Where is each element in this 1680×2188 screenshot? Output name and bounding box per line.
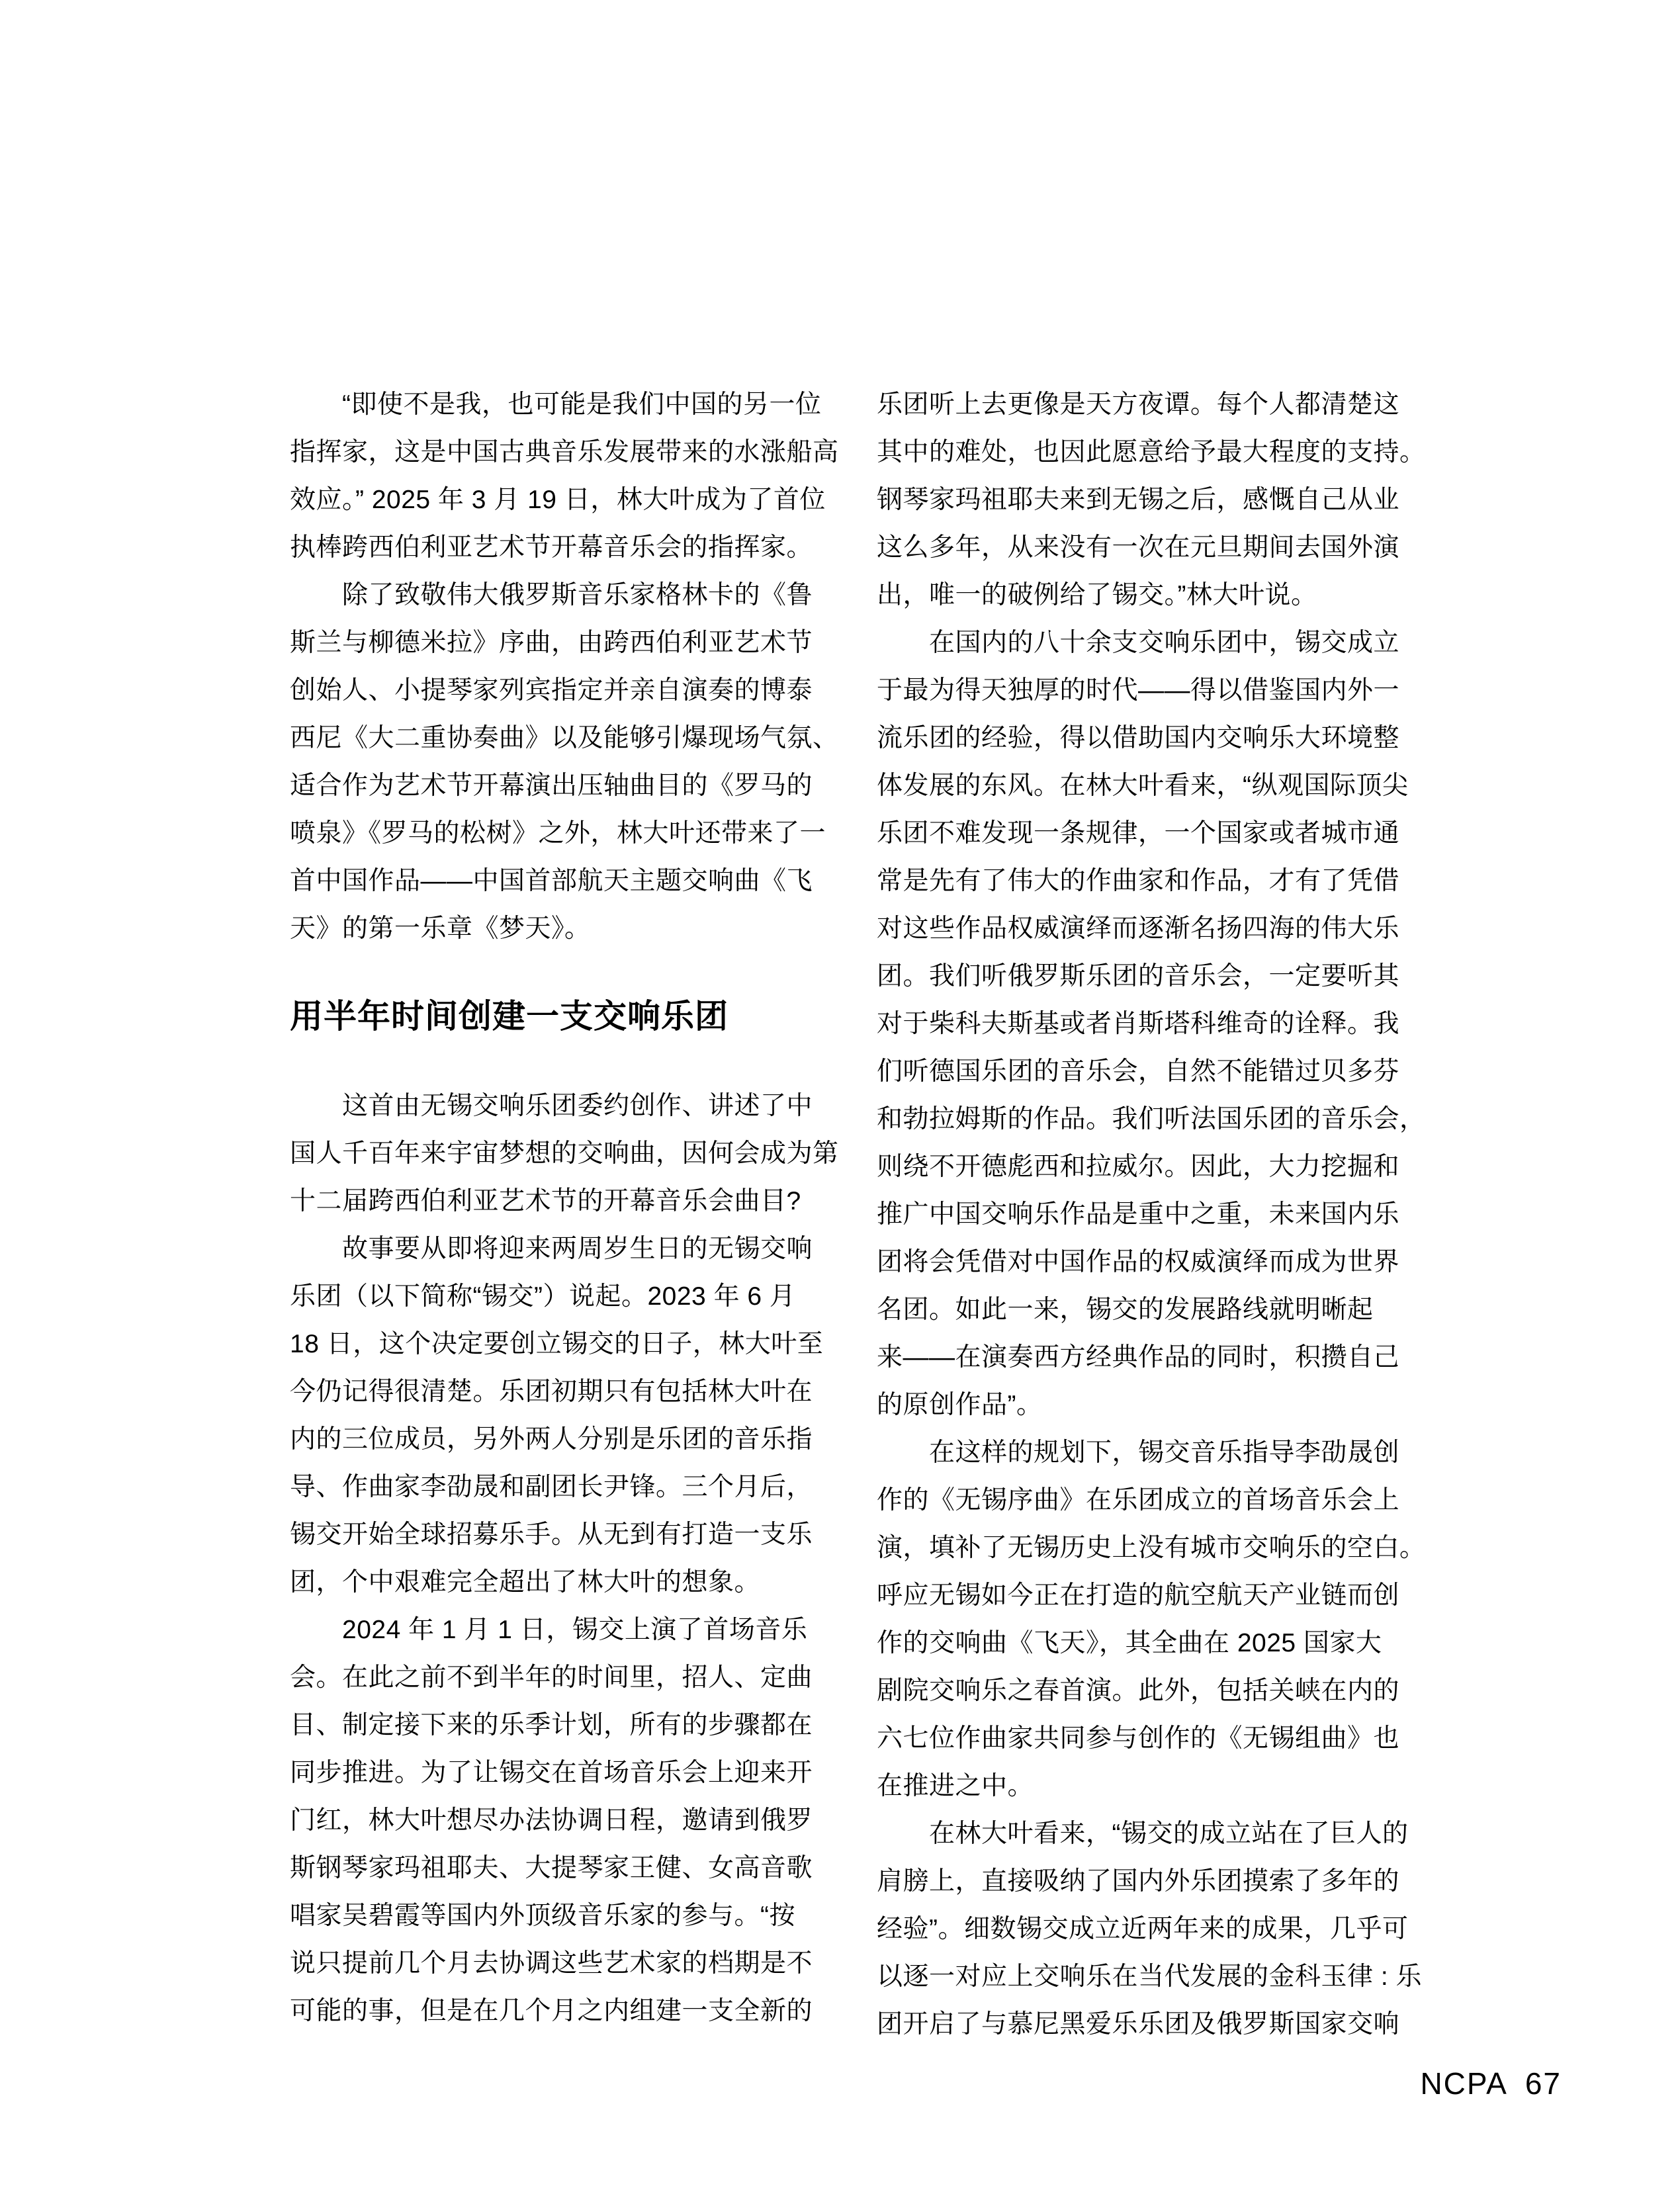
text-line: 斯钢琴家玛祖耶夫、大提琴家王健、女高音歌 bbox=[290, 1854, 813, 1882]
magazine-brand: NCPA bbox=[1420, 2066, 1508, 2101]
paragraph bbox=[877, 1429, 1426, 1810]
paragraph bbox=[290, 1082, 839, 1225]
text-line: 对于柴科夫斯基或者肖斯塔科维奇的诠释。我 bbox=[877, 1010, 1400, 1038]
text-line: 首中国作品——中国首部航天主题交响曲《飞 bbox=[290, 867, 813, 895]
paragraph bbox=[290, 1606, 835, 2035]
text-line: 在推进之中。 bbox=[877, 1772, 1034, 1800]
text-line: 名团。如此一来，锡交的发展路线就明晰起 bbox=[877, 1295, 1374, 1324]
text-line: 于最为得天独厚的时代——得以借鉴国内外一 bbox=[877, 676, 1400, 705]
text-line: 除了致敬伟大俄罗斯音乐家格林卡的《鲁 bbox=[290, 581, 813, 609]
text-line: 常是先有了伟大的作曲家和作品，才有了凭借 bbox=[877, 867, 1400, 895]
text-line: 适合作为艺术节开幕演出压轴曲目的《罗马的 bbox=[290, 771, 813, 800]
text-line: 国人千百年来宇宙梦想的交响曲，因何会成为第 bbox=[290, 1139, 839, 1168]
text-line: 和勃拉姆斯的作品。我们听法国乐团的音乐会， bbox=[877, 1105, 1426, 1133]
text-line: 这首由无锡交响乐团委约创作、讲述了中 bbox=[290, 1092, 813, 1120]
text-line: 体发展的东风。在林大叶看来，“纵观国际顶尖 bbox=[877, 771, 1409, 800]
text-line: 十二届跨西伯利亚艺术节的开幕音乐会曲目? bbox=[290, 1187, 801, 1215]
text-line: 天》的第一乐章《梦天》。 bbox=[290, 914, 591, 943]
text-line: 呼应无锡如今正在打造的航空航天产业链而创 bbox=[877, 1581, 1400, 1610]
text-line: 2024 年 1 月 1 日，锡交上演了首场音乐 bbox=[290, 1616, 808, 1644]
text-line: 则绕不开德彪西和拉威尔。因此，大力挖掘和 bbox=[877, 1153, 1400, 1181]
text-line: 团。我们听俄罗斯乐团的音乐会，一定要听其 bbox=[877, 962, 1400, 990]
paragraph bbox=[290, 381, 839, 572]
text-line: 演，填补了无锡历史上没有城市交响乐的空白。 bbox=[877, 1534, 1426, 1562]
text-line: 以逐一对应上交响乐在当代发展的金科玉律 : 乐 bbox=[877, 1962, 1423, 1991]
text-line: 唱家吴碧霞等国内外顶级音乐家的参与。“按 bbox=[290, 1902, 795, 1930]
text-line: “即使不是我，也可能是我们中国的另一位 bbox=[290, 390, 822, 419]
text-line: 团将会凭借对中国作品的权威演绎而成为世界 bbox=[877, 1248, 1400, 1276]
text-line: 今仍记得很清楚。乐团初期只有包括林大叶在 bbox=[290, 1378, 813, 1406]
text-line: 18 日，这个决定要创立锡交的日子，林大叶至 bbox=[290, 1330, 824, 1358]
text-line: 说只提前几个月去协调这些艺术家的档期是不 bbox=[290, 1949, 813, 1978]
text-line: 锡交开始全球招募乐手。从无到有打造一支乐 bbox=[290, 1520, 813, 1549]
text-line: 可能的事，但是在几个月之内组建一支全新的 bbox=[290, 1997, 813, 2025]
text-line: 经验”。细数锡交成立近两年来的成果，几乎可 bbox=[877, 1915, 1409, 1943]
right-column bbox=[877, 381, 1426, 2048]
text-line: 在这样的规划下，锡交音乐指导李劭晟创 bbox=[877, 1438, 1400, 1467]
text-line: 作的《无锡序曲》在乐团成立的首场音乐会上 bbox=[877, 1486, 1400, 1514]
paragraph bbox=[877, 1810, 1422, 2048]
text-line: 对这些作品权威演绎而逐渐名扬四海的伟大乐 bbox=[877, 914, 1400, 943]
text-line: 效应。” 2025 年 3 月 19 日，林大叶成为了首位 bbox=[290, 486, 826, 514]
text-line: 西尼《大二重协奏曲》以及能够引爆现场气氛、 bbox=[290, 724, 839, 752]
text-line: 来——在演奏西方经典作品的同时，积攒自己 bbox=[877, 1343, 1400, 1372]
text-line: 其中的难处，也因此愿意给予最大程度的支持。 bbox=[877, 438, 1426, 466]
text-line: 在林大叶看来，“锡交的成立站在了巨人的 bbox=[877, 1819, 1409, 1848]
text-line: 乐团听上去更像是天方夜谭。每个人都清楚这 bbox=[877, 390, 1400, 419]
text-line: 会。在此之前不到半年的时间里，招人、定曲 bbox=[290, 1663, 813, 1692]
page-number: 67 bbox=[1525, 2066, 1562, 2101]
paragraph bbox=[290, 1225, 835, 1606]
text-line: 故事要从即将迎来两周岁生日的无锡交响 bbox=[290, 1235, 813, 1263]
text-line: 导、作曲家李劭晟和副团长尹锋。三个月后， bbox=[290, 1473, 813, 1501]
text-line: 剧院交响乐之春首演。此外，包括关峡在内的 bbox=[877, 1677, 1400, 1705]
text-line: 推广中国交响乐作品是重中之重，未来国内乐 bbox=[877, 1200, 1400, 1229]
text-line: 目、制定接下来的乐季计划，所有的步骤都在 bbox=[290, 1711, 813, 1739]
text-line: 创始人、小提琴家列宾指定并亲自演奏的博泰 bbox=[290, 676, 813, 705]
text-line: 肩膀上，直接吸纳了国内外乐团摸索了多年的 bbox=[877, 1867, 1400, 1896]
text-line: 的原创作品”。 bbox=[877, 1391, 1043, 1419]
text-line: 团开启了与慕尼黑爱乐乐团及俄罗斯国家交响 bbox=[877, 2010, 1400, 2038]
text-line: 乐团不难发现一条规律，一个国家或者城市通 bbox=[877, 819, 1400, 848]
paragraph bbox=[877, 619, 1426, 1429]
text-line: 指挥家，这是中国古典音乐发展带来的水涨船高 bbox=[290, 438, 839, 466]
text-line: 们听德国乐团的音乐会，自然不能错过贝多芬 bbox=[877, 1057, 1400, 1086]
text-line: 同步推进。为了让锡交在首场音乐会上迎来开 bbox=[290, 1759, 813, 1787]
paragraph bbox=[877, 381, 1426, 619]
paragraph bbox=[290, 572, 839, 953]
text-line: 六七位作曲家共同参与创作的《无锡组曲》也 bbox=[877, 1724, 1400, 1753]
text-line: 斯兰与柳德米拉》序曲，由跨西伯利亚艺术节 bbox=[290, 629, 813, 657]
text-line: 在国内的八十余支交响乐团中，锡交成立 bbox=[877, 629, 1400, 657]
text-line: 作的交响曲《飞天》，其全曲在 2025 国家大 bbox=[877, 1629, 1382, 1657]
section-heading: 用半年时间创建一支交响乐团 bbox=[290, 998, 729, 1035]
text-line: 内的三位成员，另外两人分别是乐团的音乐指 bbox=[290, 1425, 813, 1454]
text-line: 钢琴家玛祖耶夫来到无锡之后，感慨自己从业 bbox=[877, 486, 1400, 514]
text-line: 出，唯一的破例给了锡交。”林大叶说。 bbox=[877, 581, 1317, 609]
text-line: 执棒跨西伯利亚艺术节开幕音乐会的指挥家。 bbox=[290, 533, 813, 562]
text-line: 喷泉》《罗马的松树》之外，林大叶还带来了一 bbox=[290, 819, 826, 848]
text-line: 团，个中艰难完全超出了林大叶的想象。 bbox=[290, 1568, 761, 1597]
text-line: 这么多年，从来没有一次在元旦期间去国外演 bbox=[877, 533, 1400, 562]
text-line: 门红，林大叶想尽办法协调日程，邀请到俄罗 bbox=[290, 1806, 813, 1835]
page-footer bbox=[1420, 2068, 1562, 2099]
left-column bbox=[290, 381, 839, 2035]
text-line: 流乐团的经验，得以借助国内交响乐大环境整 bbox=[877, 724, 1400, 752]
text-line: 乐团（以下简称“锡交”）说起。2023 年 6 月 bbox=[290, 1282, 796, 1311]
